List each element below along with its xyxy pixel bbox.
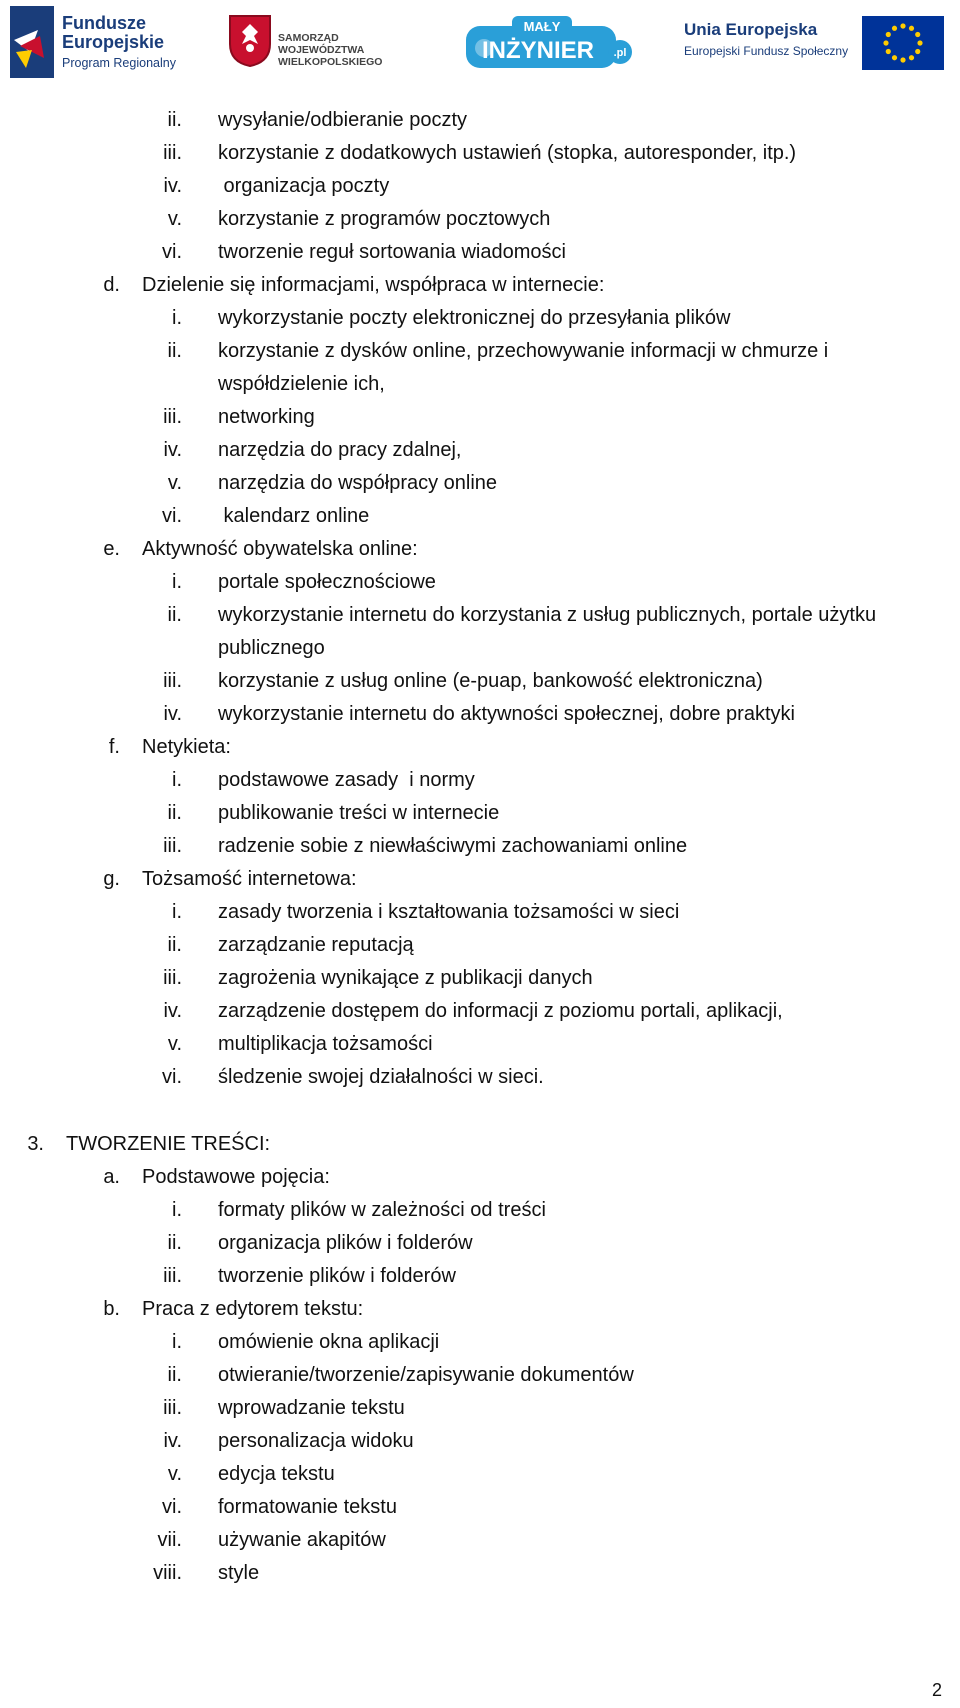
list-item-text: Tożsamość internetowa:	[142, 868, 357, 890]
list-marker: ii.	[167, 934, 182, 956]
list-marker: iii.	[163, 1265, 182, 1287]
list-marker: iv.	[163, 439, 182, 461]
list-item-text: Aktywność obywatelska online:	[142, 538, 418, 560]
list-marker: iii.	[163, 406, 182, 428]
list-marker: ii.	[167, 802, 182, 824]
list-item-text: tworzenie reguł sortowania wiadomości	[218, 241, 566, 263]
list-marker: v.	[167, 208, 182, 230]
list-item-text: radzenie sobie z niewłaściwymi zachowaniami online	[218, 835, 688, 857]
list-marker: vi.	[162, 241, 182, 263]
list-item-text: wprowadzanie tekstu	[218, 1397, 405, 1419]
list-marker: iii.	[163, 1397, 182, 1419]
list-item-text: formaty plików w zależności od treści	[218, 1199, 546, 1221]
list-marker: viii.	[153, 1562, 182, 1584]
list-marker: iii.	[163, 967, 182, 989]
list-item-text: Dzielenie się informacjami, współpraca w internecie:	[142, 274, 605, 296]
list-item-text: publikowanie treści w internecie	[218, 802, 500, 824]
list-item-text: networking	[218, 406, 315, 428]
unia-logo-title: Unia Europejska	[684, 20, 818, 39]
list-item-text: formatowanie tekstu	[218, 1496, 397, 1518]
list-marker: iv.	[163, 175, 182, 197]
list-marker: vi.	[162, 1066, 182, 1088]
list-item-text: Praca z edytorem tekstu:	[142, 1298, 364, 1320]
list-item-text: Netykieta:	[142, 736, 231, 758]
list-item-text: omówienie okna aplikacji	[218, 1331, 440, 1353]
list-marker: v.	[167, 472, 182, 494]
list-item-text: korzystanie z dodatkowych ustawień (stopka, autoresponder, itp.)	[218, 142, 797, 164]
list-item-text: organizacja poczty	[218, 175, 390, 197]
list-item-text: zarządzenie dostępem do informacji z poziomu portali, aplikacji,	[218, 1000, 783, 1022]
list-marker: vii.	[157, 1529, 182, 1551]
list-item-text: współdzielenie ich,	[218, 373, 385, 395]
list-item-text: Podstawowe pojęcia:	[142, 1166, 330, 1188]
list-item-text: używanie akapitów	[218, 1529, 386, 1551]
list-item-text: portale społecznościowe	[218, 571, 436, 593]
list-item-text: edycja tekstu	[218, 1463, 335, 1485]
list-item-text: śledzenie swojej działalności w sieci.	[218, 1066, 544, 1088]
list-marker: iv.	[163, 1000, 182, 1022]
list-marker: i.	[172, 769, 182, 791]
list-marker: ii.	[167, 340, 182, 362]
list-marker: g.	[103, 868, 120, 890]
list-item-text: narzędzia do pracy zdalnej,	[218, 439, 462, 461]
unia-logo-subtitle: Europejski Fundusz Społeczny	[684, 44, 849, 58]
list-item-text: organizacja plików i folderów	[218, 1232, 473, 1254]
fundusze-logo-subtitle: Program Regionalny	[62, 56, 176, 70]
list-marker: ii.	[167, 1364, 182, 1386]
list-marker: vi.	[162, 1496, 182, 1518]
list-marker: iii.	[163, 670, 182, 692]
list-item-text: zagrożenia wynikające z publikacji danych	[218, 967, 593, 989]
list-marker: a.	[103, 1166, 120, 1188]
list-marker: iii.	[163, 142, 182, 164]
list-item-text: narzędzia do współpracy online	[218, 472, 498, 494]
list-marker: ii.	[167, 604, 182, 626]
list-marker: e.	[103, 538, 120, 560]
list-marker: i.	[172, 571, 182, 593]
list-marker: d.	[103, 274, 120, 296]
list-marker: i.	[172, 1331, 182, 1353]
list-item-text: wykorzystanie internetu do aktywności społecznej, dobre praktyki	[218, 703, 795, 725]
list-item-text: korzystanie z usług online (e-puap, bankowość elektroniczna)	[218, 670, 763, 692]
list-item-text: tworzenie plików i folderów	[218, 1265, 456, 1287]
list-item-text: otwieranie/tworzenie/zapisywanie dokumentów	[218, 1364, 634, 1386]
list-item-text: personalizacja widoku	[218, 1430, 414, 1452]
page-number: 2	[931, 1680, 942, 1700]
list-marker: b.	[103, 1298, 120, 1320]
list-marker: i.	[172, 307, 182, 329]
list-item-text: publicznego	[218, 637, 325, 659]
fundusze-logo-text: Fundusze Europejskie	[62, 13, 165, 52]
list-marker: f.	[108, 736, 120, 758]
list-item-text: multiplikacja tożsamości	[218, 1033, 433, 1055]
list-item-text: zarządzanie reputacją	[218, 934, 414, 956]
list-item-text: podstawowe zasady i normy	[218, 769, 475, 791]
list-marker: v.	[167, 1463, 182, 1485]
list-item-text: TWORZENIE TREŚCI:	[66, 1133, 271, 1155]
list-item-text: korzystanie z dysków online, przechowywanie informacji w chmurze i	[218, 340, 829, 362]
list-item-text: zasady tworzenia i kształtowania tożsamości w sieci	[218, 901, 680, 923]
list-marker: i.	[172, 901, 182, 923]
maly-label: MAŁY	[523, 19, 561, 34]
list-item-text: korzystanie z programów pocztowych	[218, 208, 551, 230]
list-marker: ii.	[167, 1232, 182, 1254]
list-item-text: wykorzystanie internetu do korzystania z usług publicznych, portale użytku	[218, 604, 877, 626]
pl-domain-label: .pl	[613, 47, 627, 59]
list-marker: iv.	[163, 1430, 182, 1452]
list-marker: ii.	[167, 109, 182, 131]
list-marker: i.	[172, 1199, 182, 1221]
list-marker: vi.	[162, 505, 182, 527]
list-marker: iv.	[163, 703, 182, 725]
inzynier-label: INŻYNIER	[481, 37, 595, 64]
list-marker: iii.	[163, 835, 182, 857]
list-marker: 3.	[27, 1133, 44, 1155]
list-item-text: wysyłanie/odbieranie poczty	[218, 109, 468, 131]
list-item-text: kalendarz online	[218, 505, 370, 527]
samorzad-logo-text: SAMORZĄD WOJEWÓDZTWA WIELKOPOLSKIEGO	[278, 32, 383, 68]
list-marker: v.	[167, 1033, 182, 1055]
list-item-text: style	[218, 1562, 260, 1584]
list-item-text: wykorzystanie poczty elektronicznej do przesyłania plików	[218, 307, 731, 329]
